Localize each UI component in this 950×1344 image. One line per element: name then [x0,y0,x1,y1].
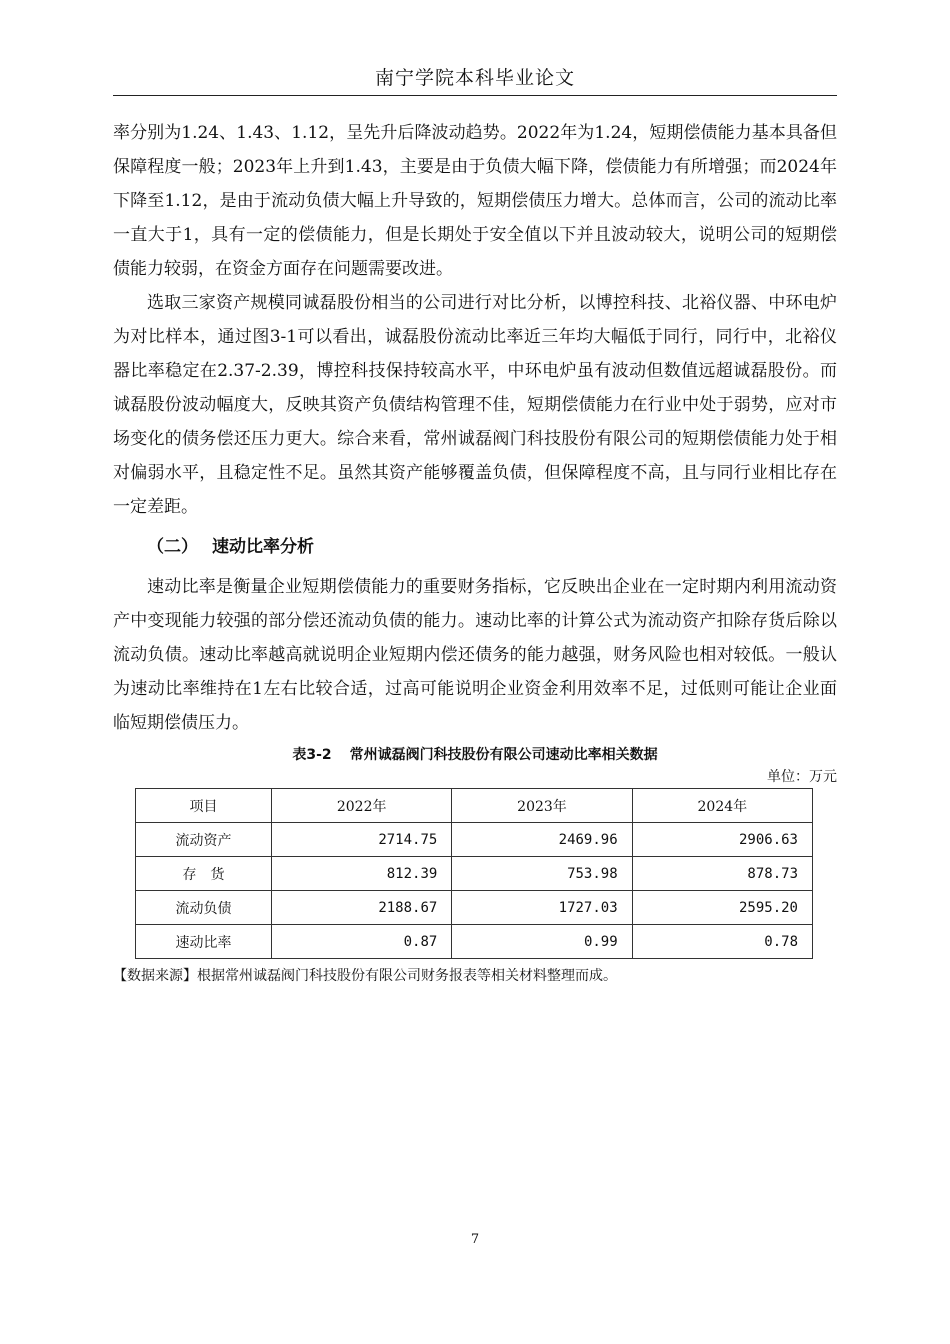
table-header-cell: 2023年 [452,789,632,823]
table-cell: 0.78 [632,925,812,959]
paragraph-3: 速动比率是衡量企业短期偿债能力的重要财务指标，它反映出企业在一定时期内利用流动资产中变现能力较强的部分偿还流动负债的能力。速动比率的计算公式为流动资产扣除存货后除以流动负债。速动比率越高就说明企业短期内偿还债务的能力越强，财务风险也相对较低。一般认为速动比率维持在1左右比较合适，过高可能说明企业资金利用效率不足，过低则可能让企业面临短期偿债压力。 [113,577,837,733]
paragraph-2: 选取三家资产规模同诚磊股份相当的公司进行对比分析，以博控科技、北裕仪器、中环电炉为对比样本，通过图3-1可以看出，诚磊股份流动比率近三年均大幅低于同行，同行中，北裕仪器比率稳定在2.37-2.39，博控科技保持较高水平，中环电炉虽有波动但数值远超诚磊股份。而诚磊股份波动幅度大，反映其资产负债结构管理不佳，短期偿债能力在行业中处于弱势，应对市场变化的债务偿还压力更大。综合来看，常州诚磊阀门科技股份有限公司的短期偿债能力处于相对偏弱水平，且稳定性不足。虽然其资产能够覆盖负债，但保障程度不高，且与同行业相比存在一定差距。 [113,293,837,517]
section-title: 速动比率分析 [212,537,314,557]
quick-ratio-table [135,788,813,959]
section-number: （二） [147,537,198,557]
table-cell: 2906.63 [632,823,812,857]
table-row [136,891,813,925]
table-header-cell: 2024年 [632,789,812,823]
page-body [113,116,837,987]
table-cell: 0.99 [452,925,632,959]
table-cell: 0.87 [272,925,452,959]
table-row [136,823,813,857]
row-label: 流动资产 [136,823,272,857]
table-cell: 753.98 [452,857,632,891]
table-cell: 1727.03 [452,891,632,925]
page-number: 7 [470,1232,480,1247]
row-label: 速动比率 [136,925,272,959]
table-cell: 2188.67 [272,891,452,925]
table-header-cell: 项目 [136,789,272,823]
table-title: 常州诚磊阀门科技股份有限公司速动比率相关数据 [349,747,658,763]
running-header: 南宁学院本科毕业论文 [374,67,575,89]
header-rule [113,95,837,96]
row-label: 存 货 [136,857,272,891]
table-cell: 2469.96 [452,823,632,857]
table-caption [113,744,837,766]
table-cell: 2595.20 [632,891,812,925]
table-unit: 单位：万元 [767,769,837,785]
section-heading [147,530,837,564]
table-cell: 878.73 [632,857,812,891]
table-header-cell: 2022年 [272,789,452,823]
table-source-note: 【数据来源】根据常州诚磊阀门科技股份有限公司财务报表等相关材料整理而成。 [113,968,617,984]
paragraph-1: 率分别为1.24、1.43、1.12，呈先升后降波动趋势。2022年为1.24，短期偿债能力基本具备但保障程度一般；2023年上升到1.43，主要是由于负债大幅下降，偿债能力有所增强；而2024年下降至1.12，是由于流动负债大幅上升导致的，短期偿债压力增大。总体而言，公司的流动比率一直大于1，具有一定的偿债能力，但是长期处于安全值以下并且波动较大，说明公司的短期偿债能力较弱，在资金方面存在问题需要改进。 [113,123,837,279]
table-cell: 812.39 [272,857,452,891]
table-cell: 2714.75 [272,823,452,857]
table-header-row [136,789,813,823]
table-row [136,857,813,891]
row-label: 流动负债 [136,891,272,925]
table-row [136,925,813,959]
table-number: 表3-2 [292,747,332,763]
